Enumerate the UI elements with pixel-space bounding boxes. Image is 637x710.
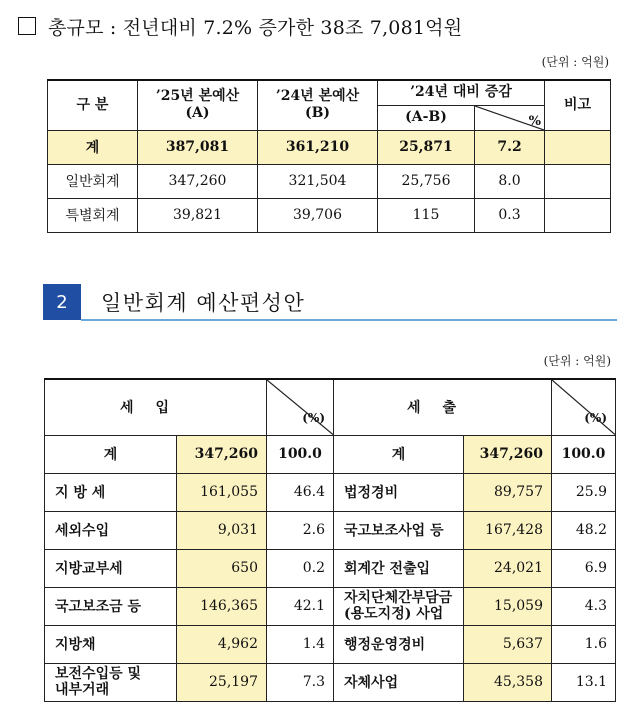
revenue-header: 세입 bbox=[45, 379, 267, 435]
budget-header-row bbox=[45, 379, 616, 435]
summary-header-row bbox=[48, 80, 611, 105]
revenue-pct-header: (%) bbox=[267, 379, 334, 435]
checkbox-icon bbox=[18, 17, 36, 35]
summary-table bbox=[47, 79, 611, 233]
budget-row: 지방채 4,962 1.4 행정운영경비 5,637 1.6 bbox=[45, 625, 616, 663]
unit-label-2: (단위 : 억원) bbox=[543, 354, 611, 368]
section-number: 2 bbox=[43, 284, 81, 320]
summary-row-total: 계 387,081 361,210 25,871 7.2 bbox=[48, 130, 611, 164]
diagonal-line bbox=[267, 380, 333, 435]
summary-row-general: 일반회계 347,260 321,504 25,756 8.0 bbox=[48, 164, 611, 198]
section-2-heading bbox=[43, 284, 617, 320]
budget-row: 지방교부세 650 0.2 회계간 전출입 24,021 6.9 bbox=[45, 549, 616, 587]
two-line-label: 보전수입등 및 내부거래 bbox=[45, 663, 177, 701]
budget-row: 보전수입등 및 내부거래 25,197 7.3 자체사업 45,358 13.1 bbox=[45, 663, 616, 701]
main-heading bbox=[18, 12, 462, 40]
budget-table bbox=[44, 378, 616, 702]
expense-pct-header: (%) bbox=[552, 379, 616, 435]
section-title: 일반회계 예산편성안 bbox=[101, 291, 306, 315]
budget-row: 세외수입 9,031 2.6 국고보조사업 등 167,428 48.2 bbox=[45, 511, 616, 549]
summary-row-special: 특별회계 39,821 39,706 115 0.3 bbox=[48, 198, 611, 232]
section-underline bbox=[81, 319, 617, 321]
unit-label-1: (단위 : 억원) bbox=[541, 55, 609, 69]
expense-header: 세출 bbox=[334, 379, 552, 435]
header-change-diff: (A-B) bbox=[378, 105, 475, 130]
budget-row-total: 계 347,260 100.0 계 347,260 100.0 bbox=[45, 435, 616, 473]
diagonal-line bbox=[552, 380, 615, 435]
header-change: ’24년 대비 증감 bbox=[378, 80, 545, 105]
budget-row: 국고보조금 등 146,365 42.1 자치단체간부담금 (용도지정) 사업 15,059 4.3 bbox=[45, 587, 616, 625]
header-change-pct: % bbox=[475, 105, 545, 130]
main-heading-text: 총규모 : 전년대비 7.2% 증가한 38조 7,081억원 bbox=[48, 16, 463, 39]
header-25-budget: ’25년 본예산 (A) bbox=[138, 80, 258, 130]
budget-row: 지 방 세 161,055 46.4 법정경비 89,757 25.9 bbox=[45, 473, 616, 511]
two-line-label: 자치단체간부담금 (용도지정) 사업 bbox=[334, 587, 464, 625]
header-note: 비고 bbox=[545, 80, 611, 130]
header-24-budget: ’24년 본예산 (B) bbox=[258, 80, 378, 130]
header-category: 구 분 bbox=[48, 80, 138, 130]
